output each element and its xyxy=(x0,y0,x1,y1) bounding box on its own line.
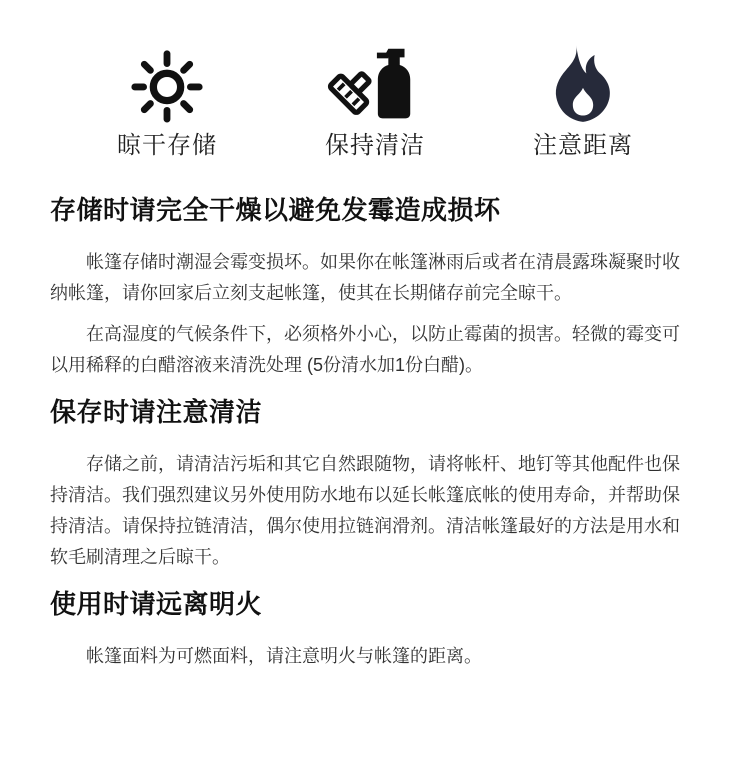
paragraph-fire-1: 帐篷面料为可燃面料，请注意明火与帐篷的距离。 xyxy=(86,646,482,666)
icon-label-dry-storage: 晾干存储 xyxy=(117,132,217,159)
paragraph-storage-1: 帐篷存储时潮湿会霉变损坏。如果你在帐篷淋雨后或者在清晨露珠凝聚时收纳帐篷，请你回家后立刻支起帐篷，使其在长期储存前完全晾干。 xyxy=(50,252,680,303)
care-item-keep-clean xyxy=(310,44,440,161)
sun-icon xyxy=(102,44,232,126)
section-away-from-fire xyxy=(50,588,690,672)
care-icons-row xyxy=(0,0,750,161)
section-heading-keep-clean: 保存时请注意清洁 xyxy=(50,397,263,427)
care-item-dry-storage xyxy=(102,44,232,161)
sun-circle xyxy=(153,73,180,100)
paragraph-storage-2: 在高湿度的气候条件下，必须格外小心，以防止霉菌的损害。轻微的霉变可以用稀释的白醋溶液来清洗处理 (5份清水加1份白醋)。 xyxy=(50,324,680,375)
brush-part xyxy=(329,64,379,114)
icon-label-keep-clean: 保持清洁 xyxy=(325,132,425,159)
section-heading-away-from-fire: 使用时请远离明火 xyxy=(50,589,263,619)
sun-rays xyxy=(135,54,199,119)
brush-spray-icon xyxy=(310,44,440,126)
section-heading-dry-storage: 存储时请完全干燥以避免发霉造成损坏 xyxy=(50,195,501,225)
spray-bottle-part xyxy=(377,49,410,119)
care-instructions xyxy=(0,194,750,672)
flame-icon xyxy=(518,44,648,126)
care-item-mind-distance xyxy=(518,44,648,161)
icon-label-mind-distance: 注意距离 xyxy=(533,132,633,159)
section-dry-storage xyxy=(50,194,690,381)
paragraph-clean-1: 存储之前，请清洁污垢和其它自然跟随物，请将帐杆、地钉等其他配件也保持清洁。我们强烈建议另外使用防水地布以延长帐篷底帐的使用寿命，并帮助保持清洁。请保持拉链清洁，偶尔使用拉链润滑剂。清洁帐篷最好的方法是用水和软毛刷清理之后晾干。 xyxy=(50,454,680,567)
section-keep-clean xyxy=(50,396,690,573)
